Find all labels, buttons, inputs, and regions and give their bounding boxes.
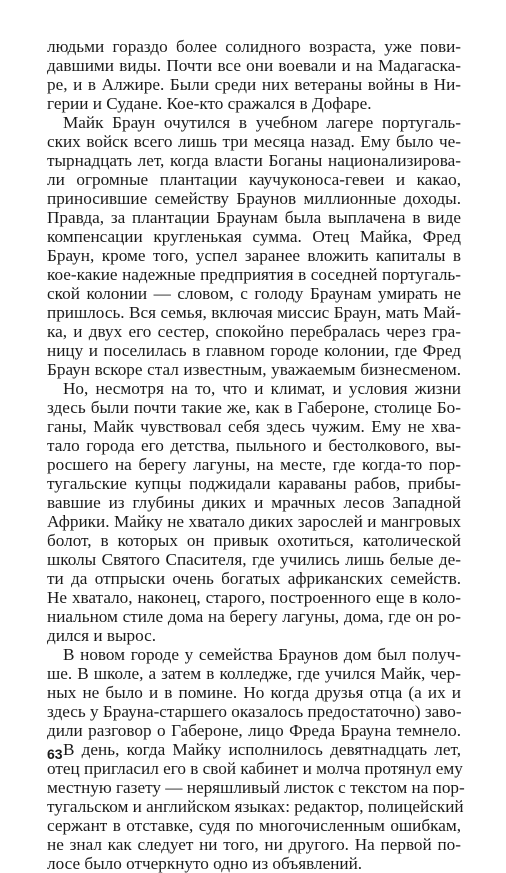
text-line: тырнадцать лет, когда власти Боганы национализирова- [47, 151, 461, 170]
text-line: Но, несмотря на то, что и климат, и условия жизни [63, 379, 461, 398]
text-line: ка, и двух его сестер, спокойно перебралась через гра- [47, 322, 461, 341]
text-line: дили разговор о Габероне, лицо Фреда Брауна темнело. [47, 721, 461, 740]
text-line: Браун вскоре стал известным, уважаемым бизнесменом. [47, 360, 461, 379]
text-line: ре, и в Алжире. Были среди них ветераны войны в Ни- [47, 75, 461, 94]
text-line: Браун, кроме того, успел заранее вложить капиталы в [47, 246, 461, 265]
text-line: компенсации кругленькая сумма. Отец Майка, Фред [47, 227, 461, 246]
text-line: ли огромные плантации каучуконоса-гевеи и какао, [47, 170, 461, 189]
text-line: герии и Судане. Кое-кто сражался в Дофаре. [47, 94, 372, 113]
text-line: приносившие семейству Браунов миллионные доходы. [47, 189, 461, 208]
text-line: Не хватало, наконец, старого, построенного еще в коло- [47, 588, 461, 607]
text-line: отец пригласил его в свой кабинет и молча протянул ему [47, 759, 463, 778]
text-line: не знал как следует ни того, ни другого. На первой по- [47, 835, 461, 854]
text-line: ской колонии — словом, с голоду Браунам умирать не [47, 284, 461, 303]
text-line: болот, в которых он привык охотиться, католической [47, 531, 461, 550]
text-line: лосе было отчеркнуто одно из объявлений. [47, 854, 363, 873]
text-line: школы Святого Спасителя, где учились лишь белые де- [47, 550, 461, 569]
text-line: ниальном стиле дома на берегу лагуны, дома, где он ро- [47, 607, 461, 626]
text-line: здесь у Брауна-старшего оказалось предостаточно) заво- [47, 702, 462, 721]
text-line: ных не было и в помине. Но когда друзья отца (а их и [47, 683, 461, 702]
text-line: ницу и поселилась в главном городе колонии, где Фред [47, 341, 461, 360]
text-line: ти да отпрыски очень богатых африканских семейств. [47, 569, 461, 588]
text-line: тало города его детства, пыльного и бестолкового, вы- [47, 436, 461, 455]
page-number: 63 [47, 746, 63, 762]
text-line: ше. В школе, а затем в колледже, где учился Майк, чер- [47, 664, 461, 683]
text-line: тугальском и английском языках: редактор, полицейский [47, 797, 464, 816]
text-line: Майк Браун очутился в учебном лагере португаль- [63, 113, 461, 132]
body-text [47, 37, 465, 873]
text-line: вавшие из глубины диких и мрачных лесов Западной [47, 493, 461, 512]
text-line: ганы, Майк чувствовал себя здесь чужим. Ему не хва- [47, 417, 461, 436]
text-line: Правда, за плантации Браунам была выплачена в виде [47, 208, 461, 227]
text-line: пришлось. Вся семья, включая миссис Браун, мать Май- [47, 303, 461, 322]
text-line: В день, когда Майку исполнилось девятнадцать лет, [63, 740, 461, 759]
text-line: росшего на берегу лагуны, на месте, где когда-то пор- [47, 455, 461, 474]
text-line: сержант в отставке, судя по многочисленным ошибкам, [47, 816, 461, 835]
text-line: людьми гораздо более солидного возраста, уже пови- [47, 37, 461, 56]
text-line: кое-какие надежные предприятия в соседней португаль- [47, 265, 461, 284]
text-line: Африки. Майку не хватало диких зарослей и мангровых [47, 512, 461, 531]
text-line: давшими виды. Почти все они воевали и на Мадагаска- [47, 56, 461, 75]
text-line: ских войск всего лишь три месяца назад. Ему было че- [47, 132, 461, 151]
text-line: В новом городе у семейства Браунов дом был получ- [63, 645, 461, 664]
text-line: здесь были почти такие же, как в Габероне, столице Бо- [47, 398, 461, 417]
text-line: дился и вырос. [47, 626, 157, 645]
text-line: местную газету — неряшливый листок с текстом на пор- [47, 778, 465, 797]
text-line: тугальские купцы поджидали караваны рабов, прибы- [47, 474, 461, 493]
